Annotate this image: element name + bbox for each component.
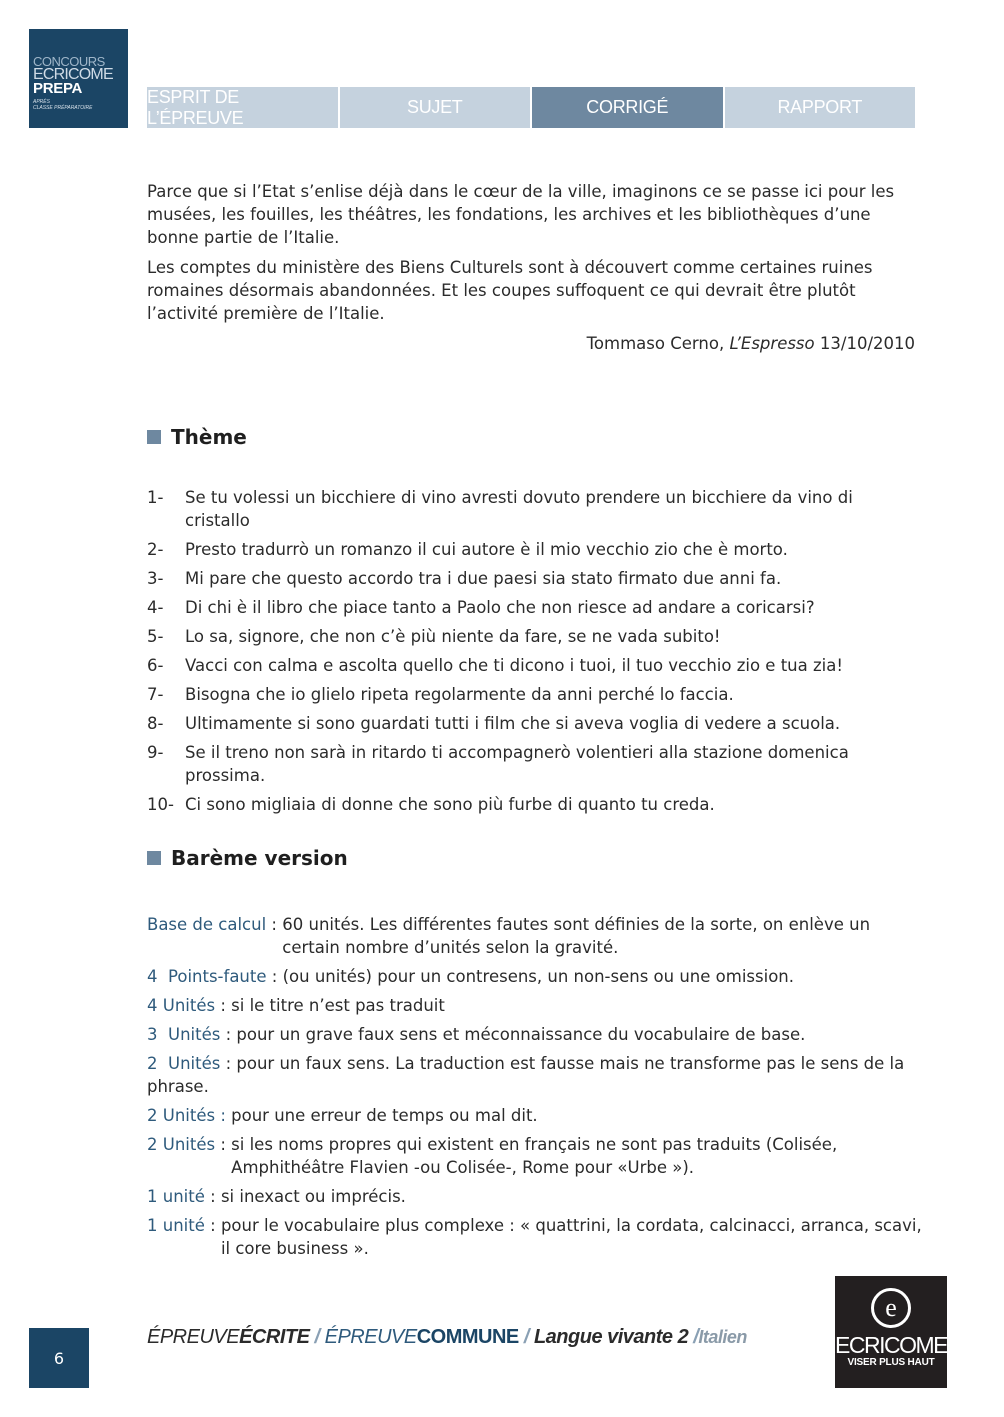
bareme-text: si le titre n’est pas traduit <box>231 996 445 1015</box>
item-number: 7- <box>147 685 164 704</box>
intro-paragraph: Parce que si l’Etat s’enlise déjà dans le cœur de la ville, imaginons ce se passe ici pour les musées, les fouilles, les théâtres, les fondations, les archives et les bibliothèques d’une bonne partie de l’Italie. <box>147 182 895 247</box>
item-text: Lo sa, signore, che non c’è più niente da fare, se ne vada subito! <box>185 627 721 646</box>
bareme-text: 60 unités. Les différentes fautes sont définies de la sorte, on enlève un certain nombre d’unités selon la gravité. <box>282 915 871 957</box>
bareme-separator: : <box>204 1216 221 1235</box>
item-number: 10- <box>147 795 174 814</box>
item-text: Bisogna che io glielo ripeta regolarmente da anni perché lo faccia. <box>185 685 734 704</box>
list-item <box>147 654 922 677</box>
bareme-label: 2 Unités <box>147 1135 216 1154</box>
bareme-separator: : <box>220 1054 237 1073</box>
bareme-separator: : <box>215 996 232 1015</box>
item-text: Di chi è il libro che piace tanto a Paolo che non riesce ad andare a coricarsi? <box>185 598 815 617</box>
item-text: Presto tradurrò un romanzo il cui autore è il mio vecchio zio che è morto. <box>185 540 788 559</box>
footer-commune: COMMUNE <box>416 1326 519 1348</box>
bareme-row <box>147 1133 922 1179</box>
bareme-text: (ou unités) pour un contresens, un non-sens ou une omission. <box>282 967 794 986</box>
item-text: Se il treno non sarà in ritardo ti accompagnerò volentieri alla stazione domenica prossima. <box>185 743 849 785</box>
bareme-text: pour le vocabulaire plus complexe : « quattrini, la cordata, calcinacci, arranca, scavi, il core business ». <box>220 1216 922 1258</box>
theme-list <box>147 486 922 822</box>
bareme-separator: : <box>204 1187 221 1206</box>
bareme-label: 4 Unités <box>147 996 216 1015</box>
bareme-title: Barème version <box>171 846 348 870</box>
logo-line-classe: CLASSE PRÉPARATOIRE <box>33 105 93 111</box>
logo-line-prepa: PREPA <box>33 80 83 97</box>
list-item <box>147 741 922 787</box>
list-item <box>147 625 922 648</box>
item-text: Ultimamente si sono guardati tutti i film che si aveva voglia di vedere a scuola. <box>185 714 841 733</box>
item-text: Ci sono migliaia di donne che sono più furbe di quanto tu creda. <box>185 795 715 814</box>
bareme-label: 1 unité <box>147 1216 205 1235</box>
footer-italien: Italien <box>698 1327 747 1347</box>
bareme-row <box>147 1104 922 1127</box>
bareme-label: 2 Unités : <box>147 1106 226 1125</box>
bareme-text: pour une erreur de temps ou mal dit. <box>231 1106 538 1125</box>
footer-slash: / <box>523 1326 529 1348</box>
item-number: 8- <box>147 714 164 733</box>
intro-paragraph: Les comptes du ministère des Biens Culturels sont à découvert comme certaines ruines romaines désormais abandonnées. Et les coupes suffoquent ce qui devrait être plutôt l’activité première de l’Italie. <box>147 258 873 323</box>
list-item <box>147 486 922 532</box>
footer-ecrite: ÉCRITE <box>239 1326 310 1348</box>
bareme-text: pour un grave faux sens et méconnaissance du vocabulaire de base. <box>236 1025 806 1044</box>
bareme-row <box>147 1214 922 1260</box>
item-text: Mi pare che questo accordo tra i due paesi sia stato firmato due anni fa. <box>185 569 782 588</box>
list-item <box>147 596 922 619</box>
bareme-separator: : <box>220 1025 237 1044</box>
bareme-text: pour un faux sens. La traduction est fausse mais ne transforme pas le sens de la phrase. <box>147 1054 905 1096</box>
bareme-row <box>147 913 922 959</box>
item-number: 9- <box>147 743 164 762</box>
bareme-text: si les noms propres qui existent en français ne sont pas traduits (Colisée, Amphithéâtre Flavien -ou Colisée-, Rome pour «Urbe »). <box>231 1135 838 1177</box>
footer-langue: Langue vivante 2 <box>533 1326 689 1348</box>
bareme-label: 2 Unités <box>147 1054 221 1073</box>
ecricome-e-icon: e <box>871 1288 911 1328</box>
bareme-list <box>147 913 922 1266</box>
ecricome-tagline: VISER PLUS HAUT <box>847 1357 935 1368</box>
bareme-separator: : <box>215 1135 232 1154</box>
intro-text <box>147 180 915 355</box>
section-tabs <box>147 87 915 128</box>
list-item <box>147 712 922 735</box>
citation-author: Tommaso Cerno, <box>586 334 725 353</box>
list-item <box>147 683 922 706</box>
list-item <box>147 793 922 816</box>
logo-line-concours: CONCOURS <box>33 54 105 69</box>
footer-slash: / <box>693 1326 699 1348</box>
ecricome-name: ECRICOME <box>835 1332 947 1358</box>
bareme-row <box>147 1023 922 1046</box>
page-number: 6 <box>29 1328 89 1388</box>
footer-epreuve: ÉPREUVE <box>147 1326 240 1348</box>
ecricome-logo <box>835 1276 947 1388</box>
logo-line-ecricome: ECRICOME <box>33 66 113 83</box>
item-number: 1- <box>147 488 164 507</box>
square-bullet-icon <box>147 851 161 865</box>
footer-slash: / <box>314 1326 320 1348</box>
item-number: 4- <box>147 598 164 617</box>
bareme-row <box>147 1052 922 1098</box>
logo-line-apres: APRÈS <box>33 99 50 105</box>
square-bullet-icon <box>147 430 161 444</box>
bareme-row <box>147 965 922 988</box>
citation <box>147 332 915 355</box>
bareme-label: 4 Points-faute <box>147 967 267 986</box>
citation-source: L’Espresso <box>729 334 815 353</box>
theme-title: Thème <box>171 425 247 449</box>
item-text: Vacci con calma e ascolta quello che ti dicono i tuoi, il tuo vecchio zio e tua zia! <box>185 656 843 675</box>
item-number: 6- <box>147 656 164 675</box>
bareme-label: Base de calcul <box>147 915 267 934</box>
bareme-heading <box>147 846 348 870</box>
item-number: 3- <box>147 569 164 588</box>
item-number: 2- <box>147 540 164 559</box>
bareme-label: 3 Unités <box>147 1025 221 1044</box>
bareme-separator: : <box>266 967 283 986</box>
item-text: Se tu volessi un bicchiere di vino avresti dovuto prendere un bicchiere da vino di cristallo <box>185 488 853 530</box>
footer-epreuve-commune-prefix: ÉPREUVE <box>324 1326 417 1348</box>
bareme-row <box>147 994 922 1017</box>
tab-esprit-epreuve[interactable]: ESPRIT DE L’ÉPREUVE <box>147 87 338 128</box>
tab-sujet[interactable]: SUJET <box>340 87 531 128</box>
bareme-text: si inexact ou imprécis. <box>220 1187 406 1206</box>
bareme-label: 1 unité <box>147 1187 205 1206</box>
tab-corrige[interactable]: CORRIGÉ <box>532 87 723 128</box>
citation-date: 13/10/2010 <box>819 334 915 353</box>
bareme-separator: : <box>266 915 283 934</box>
theme-heading <box>147 425 247 449</box>
footer-exam-info <box>147 1326 747 1349</box>
list-item <box>147 567 922 590</box>
bareme-row <box>147 1185 922 1208</box>
list-item <box>147 538 922 561</box>
item-number: 5- <box>147 627 164 646</box>
concours-ecricome-prepa-logo <box>29 29 128 128</box>
tab-rapport[interactable]: RAPPORT <box>725 87 916 128</box>
